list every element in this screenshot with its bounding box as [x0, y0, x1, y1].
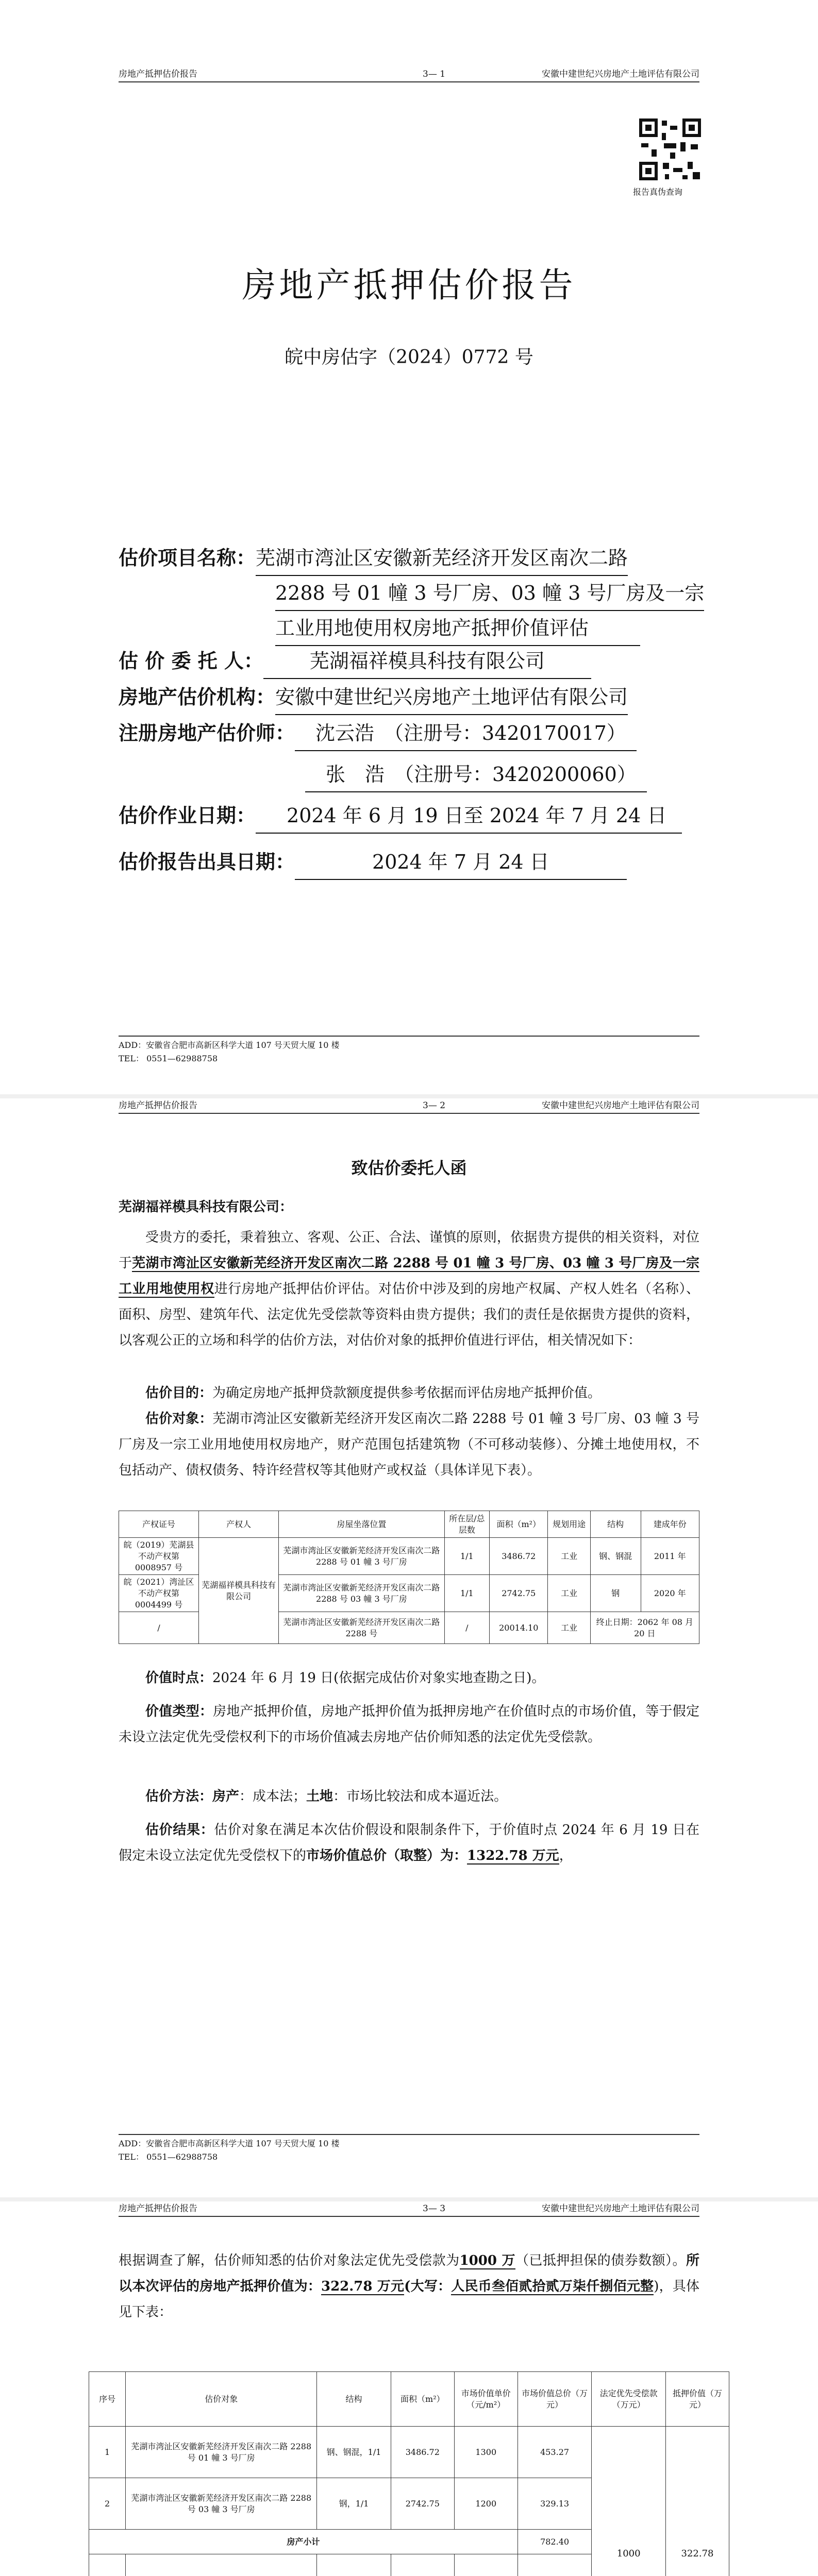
- letter-page: [0, 1098, 818, 2198]
- table-header: 序号: [89, 2372, 126, 2427]
- mortgage-c: （已抵押担保的债券数额）。: [515, 2253, 686, 2268]
- footer-tel: TEL： 0551—62988758: [119, 1054, 218, 1063]
- report-title: 房地产抵押估价报告: [242, 265, 576, 305]
- purpose-para: [119, 1380, 699, 1406]
- table-header: 市场价值单价（元/m²）: [454, 2372, 517, 2427]
- mortgage-value: 322.78 万元: [321, 2279, 405, 2294]
- method-para: [119, 1784, 699, 1809]
- intro-part-c: 进行房地产抵押估价评估。对估价中涉及到的房地产权属、产权人姓名（名称）、面积、房型、建筑年代、法定优先受偿款等资料由贵方提供；我们的责任是依据贵方提供的资料，以客观公正的立场和科学的估价方法，对估价对象的抵押价值进行评估，相关情况如下：: [119, 1281, 699, 1348]
- valuation-table: [89, 2371, 729, 2576]
- work-date-field: [119, 799, 682, 834]
- header-left: 房地产抵押估价报告: [119, 1100, 197, 1111]
- table-header: 面积（m²）: [490, 1511, 548, 1538]
- table-header-row: [119, 1511, 699, 1538]
- built-year: 2020 年: [641, 1575, 699, 1612]
- client-label: 估 价 委 托 人：: [119, 649, 263, 672]
- area: 3486.72: [490, 1538, 548, 1575]
- result-end: ，: [559, 1848, 573, 1863]
- method-house-text: ：成本法；: [239, 1789, 307, 1804]
- result-text: 估价对象在满足本次估价假设和限制条件下，于价值时点 2024 年 6 月 19 日在假定未设立法定优先受偿权下的: [119, 1822, 699, 1863]
- house-subtotal-label: 房产小计: [89, 2530, 518, 2554]
- use: 工业: [548, 1575, 590, 1612]
- footer-address: ADD：安徽省合肥市高新区科学大道 107 号天贸大厦 10 楼: [119, 2139, 340, 2148]
- project-name-field: [119, 541, 727, 646]
- result-label: 估价结果：: [145, 1822, 214, 1838]
- mortgage-a: 根据调查了解，估价师知悉的估价对象法定优先受偿款为: [119, 2253, 460, 2268]
- location: 芜湖市湾沚区安徽新芜经济开发区南次二路 2288 号: [279, 1612, 445, 1644]
- table-header: 所在层/总层数: [444, 1511, 489, 1538]
- project-line-3: 工业用地使用权房地产抵押价值评估: [275, 611, 640, 646]
- table-header: 面积（m²）: [391, 2372, 454, 2427]
- land-end-date: 终止日期：2062 年 08 月 20 日: [590, 1612, 699, 1644]
- value-type-para: [119, 1699, 699, 1750]
- table-header: 结构: [317, 2372, 391, 2427]
- value-type-text: 房地产抵押价值，房地产抵押价值为抵押房地产在价值时点的市场价值，等于假定未设立法定优先受偿权利下的市场价值减去房地产估价师知悉的法定优先受偿款。: [119, 1704, 699, 1745]
- table-header-row: [89, 2372, 729, 2427]
- document-number: 皖中房估字（2024）0772 号: [285, 347, 533, 368]
- value-type-label: 价值类型：: [145, 1704, 213, 1719]
- project-line-2: 2288 号 01 幢 3 号厂房、03 幢 3 号厂房及一宗: [275, 576, 704, 611]
- market-value: 453.27: [517, 2427, 592, 2478]
- use: 工业: [548, 1538, 590, 1575]
- project-line-1: 芜湖市湾沚区安徽新芜经济开发区南次二路: [256, 541, 628, 576]
- row-no: 2: [89, 2478, 126, 2530]
- intro-part-b: 芜湖市湾沚区安徽新芜经济开发区南次二路 2288 号 01 幢 3 号厂房、03 幢 3 号厂房及一宗工业用地使用权: [119, 1256, 699, 1297]
- use: 工业: [548, 1612, 590, 1644]
- issue-date-value: 2024 年 7 月 24 日: [295, 845, 627, 880]
- object-para: [119, 1406, 699, 1483]
- mortgage-value-words: 人民币叁佰贰拾贰万柒仟捌佰元整: [451, 2279, 654, 2294]
- table-header: 抵押价值（万元）: [666, 2372, 729, 2427]
- floor: 1/1: [444, 1538, 489, 1575]
- page-footer: [119, 1036, 699, 1065]
- header-left: 房地产抵押估价报告: [119, 2204, 197, 2214]
- market-value: 329.13: [517, 2478, 592, 2530]
- unit-price: 1200: [454, 2478, 517, 2530]
- table-header: 产权证号: [119, 1511, 199, 1538]
- unit-price: [454, 2554, 517, 2576]
- object: 芜湖市湾沚区安徽新芜经济开发区南次二路 2288 号 01 幢 3 号厂房: [126, 2427, 317, 2478]
- floor: 1/1: [444, 1575, 489, 1612]
- result-para: [119, 1817, 699, 1869]
- table-header: 建成年份: [641, 1511, 699, 1538]
- property-table: [119, 1511, 699, 1644]
- appraiser-label: 注册房地产估价师：: [119, 721, 295, 744]
- footer-tel: TEL： 0551—62988758: [119, 2152, 218, 2162]
- agency-value: 安徽中建世纪兴房地产土地评估有限公司: [275, 680, 628, 715]
- letter-heading: 致估价委托人函: [351, 1158, 467, 1178]
- purpose-label: 估价目的：: [145, 1385, 213, 1401]
- location: 芜湖市湾沚区安徽新芜经济开发区南次二路 2288 号 03 幢 3 号厂房: [279, 1575, 445, 1612]
- structure: 钢，1/1: [317, 2478, 391, 2530]
- header-left: 房地产抵押估价报告: [119, 69, 197, 79]
- structure: 钢: [590, 1575, 641, 1612]
- cover-page: [0, 0, 818, 1097]
- agency-field: [119, 680, 628, 715]
- house-subtotal: 782.40: [517, 2530, 592, 2554]
- table-header: 规划用途: [548, 1511, 590, 1538]
- object-text: 芜湖市湾沚区安徽新芜经济开发区南次二路 2288 号 01 幢 3 号厂房、03 幢 3 号厂房及一宗工业用地使用权房地产，财产范围包括建筑物（不可移动装修）、分摊土地使用权，不包括动产、债权债务、特许经营权等其他财产或权益（具体详见下表）。: [119, 1411, 699, 1478]
- priority-amount: 1000 万: [459, 2253, 515, 2268]
- work-date-label: 估价作业日期：: [119, 804, 256, 827]
- cert-no: /: [119, 1612, 199, 1644]
- row-no: [89, 2554, 126, 2576]
- mortgage-h: )，具体见下表：: [119, 2279, 699, 2320]
- result-value: 1322.78 万元: [467, 1848, 559, 1863]
- table-header: 房屋坐落位置: [279, 1511, 445, 1538]
- structure: [317, 2554, 391, 2576]
- built-year: 2011 年: [641, 1538, 699, 1575]
- work-date-value: 2024 年 6 月 19 日至 2024 年 7 月 24 日: [256, 799, 682, 834]
- object-label: 估价对象：: [145, 1411, 213, 1427]
- value-date-para: [119, 1665, 699, 1691]
- area: 2742.75: [391, 2478, 454, 2530]
- table-header: 结构: [590, 1511, 641, 1538]
- appraiser-2-field: [305, 757, 647, 792]
- header-right: 安徽中建世纪兴房地产土地评估有限公司: [542, 1100, 699, 1111]
- page-header: [119, 67, 699, 82]
- table-row: [89, 2427, 729, 2478]
- appraiser-field: [119, 716, 637, 751]
- client-field: [119, 644, 591, 679]
- floor: /: [444, 1612, 489, 1644]
- method-land: 土地: [306, 1789, 333, 1804]
- method-label: 估价方法：: [145, 1789, 213, 1804]
- area: [391, 2554, 454, 2576]
- letter-salutation: 芜湖福祥模具科技有限公司：: [119, 1199, 293, 1215]
- project-label: 估价项目名称：: [119, 546, 256, 569]
- cert-no: 皖（2019）芜湖县不动产权第 0008957 号: [119, 1538, 199, 1575]
- location: 芜湖市湾沚区安徽新芜经济开发区南次二路 2288 号 01 幢 3 号厂房: [279, 1538, 445, 1575]
- header-right: 安徽中建世纪兴房地产土地评估有限公司: [542, 69, 699, 79]
- method-land-text: ：市场比较法和成本逼近法。: [333, 1789, 508, 1804]
- footer-address: ADD：安徽省合肥市高新区科学大道 107 号天贸大厦 10 楼: [119, 1040, 340, 1050]
- appraiser-2: 张 浩 （注册号：3420200060）: [305, 757, 647, 792]
- structure: 钢、钢混: [590, 1538, 641, 1575]
- page-header: [119, 1098, 699, 1114]
- appraiser-1: 沈云浩 （注册号：3420170017）: [295, 716, 637, 751]
- mortgage-para: [119, 2248, 699, 2325]
- issue-date-field: [119, 845, 627, 880]
- letter-intro: [119, 1225, 699, 1353]
- header-right: 安徽中建世纪兴房地产土地评估有限公司: [542, 2204, 699, 2214]
- intro-part-a: 受贵方的委托，秉着独立、客观、公正、合法、谨慎的原则，依据贵方提供的相关资料，对位于: [119, 1230, 699, 1271]
- mortgage-value-cell: 322.78: [666, 2427, 729, 2576]
- mortgage-d: 所以本次评估的房地产抵押价值为：: [119, 2253, 699, 2294]
- unit-price: 1300: [454, 2427, 517, 2478]
- header-page-no: 3— 1: [423, 69, 446, 79]
- priority-payment: 1000: [592, 2427, 666, 2576]
- purpose-text: 为确定房地产抵押贷款额度提供参考依据而评估房地产抵押价值。: [212, 1385, 602, 1401]
- object: 芜湖市湾沚区安徽新芜经济开发区南次二路 2288 号 03 幢 3 号厂房: [126, 2478, 317, 2530]
- table-header: 产权人: [199, 1511, 279, 1538]
- value-date-label: 价值时点：: [145, 1670, 213, 1686]
- market-value: [517, 2554, 592, 2576]
- method-house: 房产: [212, 1789, 240, 1804]
- value-date-text: 2024 年 6 月 19 日(依据完成估价对象实地查勘之日)。: [212, 1670, 545, 1686]
- table-header: 市场价值总价（万元）: [517, 2372, 592, 2427]
- issue-date-label: 估价报告出具日期：: [119, 850, 295, 873]
- qr-code-icon: [639, 118, 701, 180]
- result-bold: 市场价值总价（取整）为：: [306, 1848, 468, 1863]
- qr-caption: 报告真伪查询: [633, 187, 683, 197]
- area: 20014.10: [490, 1612, 548, 1644]
- agency-label: 房地产估价机构：: [119, 685, 276, 708]
- area: 3486.72: [391, 2427, 454, 2478]
- page-header: [119, 2201, 699, 2217]
- object: [126, 2554, 317, 2576]
- header-page-no: 3— 3: [423, 2204, 446, 2214]
- table-header: 估价对象: [126, 2372, 317, 2427]
- page-footer: [119, 2134, 699, 2164]
- client-value: 芜湖福祥模具科技有限公司: [263, 644, 591, 679]
- mortgage-f: (大写：: [404, 2279, 452, 2294]
- row-no: 1: [89, 2427, 126, 2478]
- structure: 钢、钢混，1/1: [317, 2427, 391, 2478]
- table-header: 法定优先受偿款（万元）: [592, 2372, 666, 2427]
- cert-no: 皖（2021）湾沚区不动产权第 0004499 号: [119, 1575, 199, 1612]
- owner: 芜湖福祥模具科技有限公司: [199, 1538, 279, 1644]
- value-page: [0, 2201, 818, 2576]
- area: 2742.75: [490, 1575, 548, 1612]
- header-page-no: 3— 2: [423, 1100, 446, 1111]
- table-row: [119, 1538, 699, 1575]
